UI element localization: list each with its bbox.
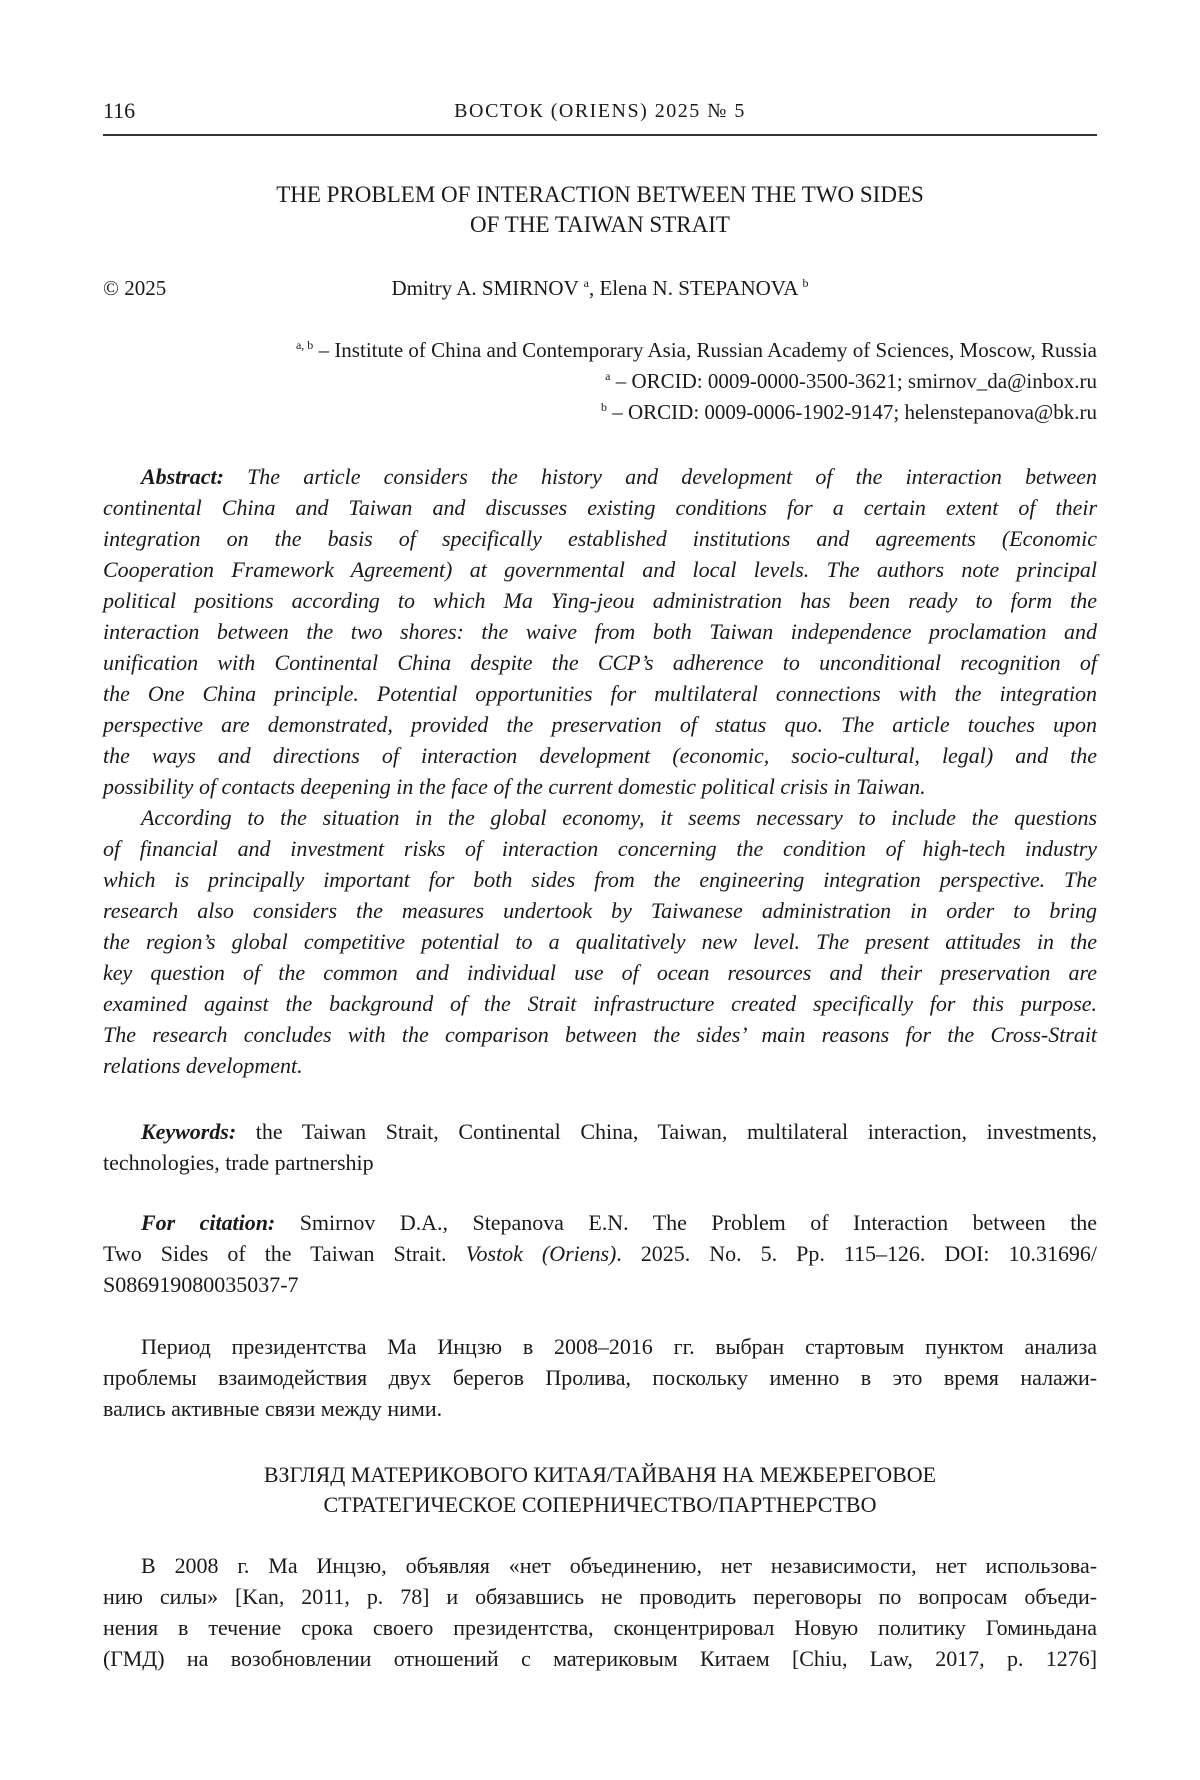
- line-content: [103, 495, 1097, 520]
- line-content: [103, 1272, 299, 1297]
- citation: [103, 1207, 1097, 1300]
- line-text: integration on the basis of specifically established institutions and agreements (Economic: [103, 526, 1097, 551]
- line-text: perspective are demonstrated, provided the preservation of status quo. The article touches upon: [103, 712, 1097, 737]
- article-title: [103, 180, 1097, 240]
- line-content: [103, 712, 1097, 737]
- para2-line: [103, 1612, 1097, 1643]
- citation-line: [103, 1207, 1097, 1238]
- keywords-line: [103, 1147, 1097, 1178]
- abstract-line: [103, 1050, 1097, 1081]
- line-content: [103, 650, 1097, 675]
- line-text: political positions according to which Ma Ying-jeou administration has been ready to form the: [103, 588, 1097, 613]
- abstract-line: [103, 709, 1097, 740]
- line-text: The article considers the history and development of the interaction between: [224, 464, 1097, 489]
- abstract-line: [103, 554, 1097, 585]
- line-text: The research concludes with the comparison between the sides’ main reasons for the Cross-Strait: [103, 1022, 1097, 1047]
- affiliation-sup: a: [605, 369, 610, 383]
- affiliation-line: [103, 397, 1097, 428]
- line-content: [103, 929, 1097, 954]
- line-content: [103, 619, 1097, 644]
- abstract-line: [103, 864, 1097, 895]
- line-content: [103, 1365, 1097, 1390]
- line-text: the ways and directions of interaction development (economic, socio-cultural, legal) and the: [103, 743, 1097, 768]
- line-text: В 2008 г. Ма Инцзю, объявляя «нет объединению, нет независимости, нет использова-: [141, 1553, 1097, 1578]
- line-content: [103, 1053, 303, 1078]
- line-content: [103, 526, 1097, 551]
- keywords: [103, 1116, 1097, 1178]
- line-content: [103, 960, 1097, 985]
- page-number: 116: [103, 98, 135, 124]
- abstract-line: [103, 957, 1097, 988]
- line-content: [103, 1022, 1097, 1047]
- abstract-line: [103, 802, 1097, 833]
- line-text: examined against the background of the Strait infrastructure created specifically for this purpose.: [103, 991, 1097, 1016]
- line-content: [103, 867, 1097, 892]
- para1-line: [103, 1331, 1097, 1362]
- affiliation-line: [103, 335, 1097, 366]
- author-a-sup: a: [584, 276, 589, 290]
- abstract-label: Abstract:: [141, 464, 224, 489]
- abstract-line: [103, 988, 1097, 1019]
- line-content: [103, 743, 1097, 768]
- copyright: © 2025: [103, 273, 166, 304]
- line-content: [103, 991, 1097, 1016]
- line-text: проблемы взаимодействия двух берегов Пролива, поскольку именно в это время налажи-: [103, 1365, 1097, 1390]
- author-b: Elena N. STEPANOVA: [599, 276, 797, 300]
- line-content: [103, 1584, 1097, 1609]
- abstract-line: [103, 740, 1097, 771]
- line-text: which is principally important for both sides from the engineering integration perspective. The: [103, 867, 1097, 892]
- author-a: Dmitry A. SMIRNOV: [392, 276, 579, 300]
- section-heading: [103, 1460, 1097, 1520]
- heading-line: ВЗГЛЯД МАТЕРИКОВОГО КИТАЯ/ТАЙВАНЯ НА МЕЖБЕРЕГОВОЕ: [103, 1460, 1097, 1490]
- line-text: interaction between the two shores: the waive from both Taiwan independence proclamation and: [103, 619, 1097, 644]
- title-line: THE PROBLEM OF INTERACTION BETWEEN THE TWO SIDES: [103, 180, 1097, 210]
- line-text: key question of the common and individual use of ocean resources and their preservation are: [103, 960, 1097, 985]
- abstract-line: [103, 678, 1097, 709]
- line-content: [103, 1396, 442, 1421]
- para2-line: [103, 1550, 1097, 1581]
- affiliation-sup: b: [601, 400, 607, 414]
- abstract-line: [103, 895, 1097, 926]
- journal-title: ВОСТОК (ORIENS) 2025 № 5: [103, 100, 1097, 123]
- line-text: the Taiwan Strait, Continental China, Taiwan, multilateral interaction, investments,: [236, 1119, 1097, 1144]
- abstract-line: [103, 461, 1097, 492]
- line-content: [103, 588, 1097, 613]
- affiliation-line: [103, 366, 1097, 397]
- title-line: OF THE TAIWAN STRAIT: [103, 210, 1097, 240]
- line-text: Cooperation Framework Agreement) at governmental and local levels. The authors note principal: [103, 557, 1097, 582]
- affiliation-text: – Institute of China and Contemporary Asia, Russian Academy of Sciences, Moscow, Russia: [313, 338, 1097, 362]
- abstract-line: [103, 616, 1097, 647]
- line-content: [141, 1334, 1097, 1359]
- para1-line: [103, 1393, 1097, 1424]
- authors-line: [103, 273, 1097, 304]
- line-text: S086919080035037-7: [103, 1272, 299, 1297]
- heading-line: СТРАТЕГИЧЕСКОЕ СОПЕРНИЧЕСТВО/ПАРТНЕРСТВО: [103, 1490, 1097, 1520]
- body-paragraph-intro: [103, 1331, 1097, 1424]
- line-text: Период президентства Ма Инцзю в 2008–2016 гг. выбран стартовым пунктом анализа: [141, 1334, 1097, 1359]
- line-content: [141, 1553, 1097, 1578]
- abstract-line: [103, 1019, 1097, 1050]
- affiliation-text: – ORCID: 0009-0000-3500-3621; smirnov_da@inbox.ru: [610, 369, 1097, 393]
- line-text: нию силы» [Kan, 2011, p. 78] и обязавшись не проводить переговоры по вопросам объеди-: [103, 1584, 1097, 1609]
- para2-line: [103, 1581, 1097, 1612]
- citation-line: [103, 1269, 1097, 1300]
- abstract: [103, 461, 1097, 1081]
- abstract-line: [103, 833, 1097, 864]
- journal-name: Vostok (Oriens): [466, 1241, 617, 1266]
- line-text: research also considers the measures undertook by Taiwanese administration in order to bring: [103, 898, 1097, 923]
- line-content: [103, 1646, 1097, 1671]
- author-names: [103, 273, 1097, 304]
- abstract-line: [103, 523, 1097, 554]
- line-content: [103, 1150, 374, 1175]
- abstract-line: [103, 771, 1097, 802]
- line-content: [103, 836, 1097, 861]
- line-content: [141, 1119, 1097, 1144]
- line-content: [103, 898, 1097, 923]
- line-text: the One China principle. Potential opportunities for multilateral connections with the integration: [103, 681, 1097, 706]
- citation-label: For citation:: [141, 1210, 275, 1235]
- affiliation-sup: a, b: [296, 338, 313, 352]
- line-text: possibility of contacts deepening in the face of the current domestic political crisis in Taiwan.: [103, 774, 926, 799]
- author-separator: ,: [589, 276, 600, 300]
- line-content: [103, 681, 1097, 706]
- running-header: [103, 98, 1097, 132]
- line-text: . 2025. No. 5. Pp. 115–126. DOI: 10.31696/: [616, 1241, 1097, 1266]
- affiliations: [103, 335, 1097, 428]
- line-content: [103, 557, 1097, 582]
- abstract-line: [103, 585, 1097, 616]
- keywords-line: [103, 1116, 1097, 1147]
- line-text: unification with Continental China despite the CCP’s adherence to unconditional recognition of: [103, 650, 1097, 675]
- line-content: [141, 464, 1097, 489]
- para2-line: [103, 1643, 1097, 1674]
- line-text: Two Sides of the Taiwan Strait.: [103, 1241, 466, 1266]
- line-text: (ГМД) на возобновлении отношений с материковым Китаем [Chiu, Law, 2017, p. 1276]: [103, 1646, 1097, 1671]
- citation-line: [103, 1238, 1097, 1269]
- abstract-line: [103, 492, 1097, 523]
- abstract-line: [103, 647, 1097, 678]
- line-text: of financial and investment risks of interaction concerning the condition of high-tech industry: [103, 836, 1097, 861]
- abstract-line: [103, 926, 1097, 957]
- line-content: [141, 1210, 1097, 1235]
- line-text: Smirnov D.A., Stepanova E.N. The Problem of Interaction between the: [275, 1210, 1097, 1235]
- line-text: relations development.: [103, 1053, 303, 1078]
- line-text: According to the situation in the global economy, it seems necessary to include the questions: [141, 805, 1097, 830]
- header-rule: [103, 134, 1097, 136]
- author-b-sup: b: [803, 276, 809, 290]
- line-text: continental China and Taiwan and discusses existing conditions for a certain extent of their: [103, 495, 1097, 520]
- line-text: нения в течение срока своего президентства, сконцентрировал Новую политику Гоминьдана: [103, 1615, 1097, 1640]
- affiliation-text: – ORCID: 0009-0006-1902-9147; helenstepanova@bk.ru: [607, 400, 1097, 424]
- para1-line: [103, 1362, 1097, 1393]
- line-text: вались активные связи между ними.: [103, 1396, 442, 1421]
- line-content: [103, 774, 926, 799]
- line-text: the region’s global competitive potential to a qualitatively new level. The present attitudes in the: [103, 929, 1097, 954]
- line-text: technologies, trade partnership: [103, 1150, 374, 1175]
- line-content: [103, 1615, 1097, 1640]
- line-content: [103, 1241, 1097, 1266]
- line-content: [141, 805, 1097, 830]
- keywords-label: Keywords:: [141, 1119, 236, 1144]
- body-paragraph: [103, 1550, 1097, 1674]
